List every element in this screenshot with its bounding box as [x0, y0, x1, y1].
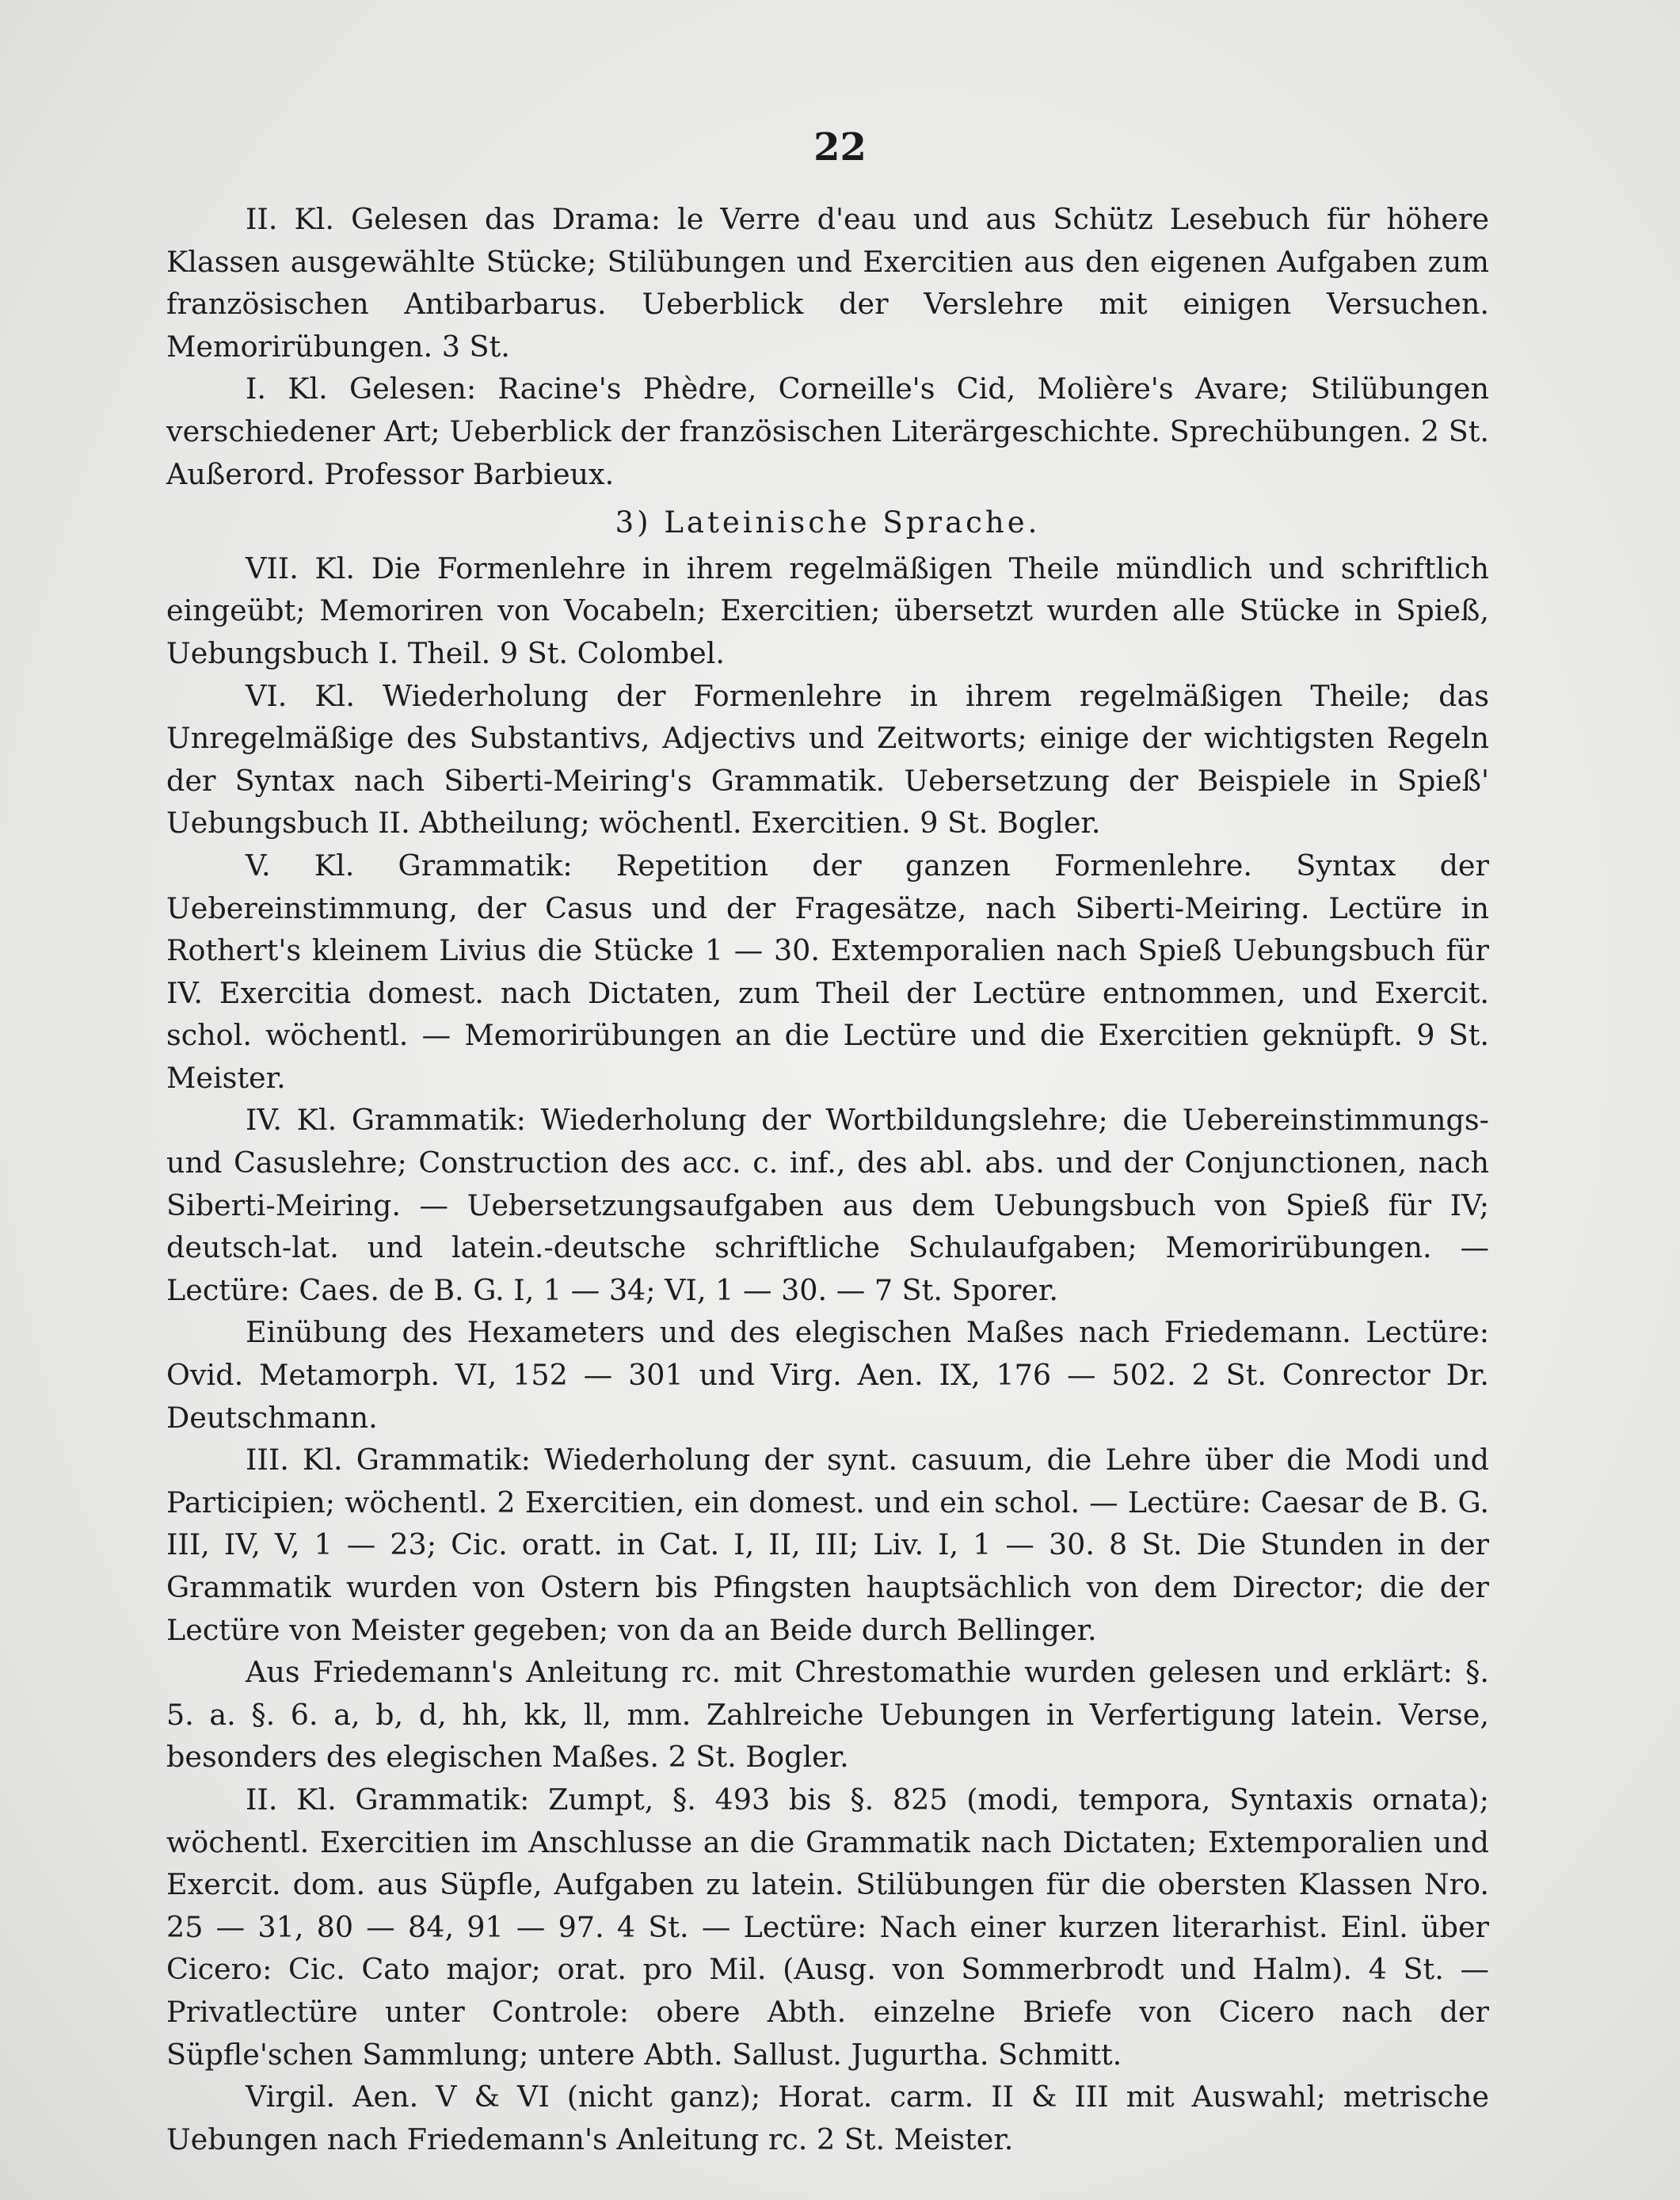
section-heading-latin: 3) Lateinische Sprache.: [615, 505, 1041, 540]
paragraph-latin-class-4: IV. Kl. Grammatik: Wiederholung der Wortbildungslehre; die Uebereinstimmungs- und Casuslehre; Construction des acc. c. inf., des abl. abs. und der Conjunctionen, nach Siberti-Meiring. — Uebersetzungsaufgaben aus dem Uebungsbuch von Spieß für IV; deutsch-lat. und latein.-deutsche schriftliche Schulaufgaben; Memorirübungen. — Lectüre: Caes. de B. G. I, 1 — 34; VI, 1 — 30. — 7 St. Sporer.: [166, 1103, 1489, 1307]
paragraph-french-class-1: I. Kl. Gelesen: Racine's Phèdre, Corneille's Cid, Molière's Avare; Stilübungen verschiedener Art; Ueberblick der französischen Literärgeschichte. Sprechübungen. 2 St. Außerord. Professor Barbieux.: [166, 372, 1489, 491]
paragraph-latin-class-4-verse: Einübung des Hexameters und des elegischen Maßes nach Friedemann. Lectüre: Ovid. Metamorph. VI, 152 — 301 und Virg. Aen. IX, 176 — 502. 2 St. Conrector Dr. Deutschmann.: [166, 1315, 1489, 1435]
paragraph-french-class-2: II. Kl. Gelesen das Drama: le Verre d'eau und aus Schütz Lesebuch für höhere Klassen ausgewählte Stücke; Stilübungen und Exercitien aus den eigenen Aufgaben zum französischen Antibarbarus. Ueberblick der Verslehre mit einigen Versuchen. Memorirübungen. 3 St.: [166, 202, 1489, 364]
paragraph-latin-class-3-verse: Aus Friedemann's Anleitung rc. mit Chrestomathie wurden gelesen und erklärt: §. 5. a. §. 6. a, b, d, hh, kk, ll, mm. Zahlreiche Uebungen in Verfertigung latein. Verse, besonders des elegischen Maßes. 2 St. Bogler.: [166, 1655, 1489, 1775]
page-number: 22: [813, 125, 867, 170]
paragraph-latin-class-6: VI. Kl. Wiederholung der Formenlehre in ihrem regelmäßigen Theile; das Unregelmäßige des Substantivs, Adjectivs und Zeitworts; einige der wichtigsten Regeln der Syntax nach Siberti-Meiring's Grammatik. Uebersetzung der Beispiele in Spieß' Uebungsbuch II. Abtheilung; wöchentl. Exercitien. 9 St. Bogler.: [166, 678, 1489, 841]
paragraph-latin-class-7: VII. Kl. Die Formenlehre in ihrem regelmäßigen Theile mündlich und schriftlich eingeübt; Memoriren von Vocabeln; Exercitien; übersetzt wurden alle Stücke in Spieß, Uebungsbuch I. Theil. 9 St. Colombel.: [166, 551, 1489, 670]
paragraph-latin-class-2-verse: Virgil. Aen. V & VI (nicht ganz); Horat. carm. II & III mit Auswahl; metrische Uebungen nach Friedemann's Anleitung rc. 2 St. Meister.: [166, 2080, 1489, 2156]
paragraph-latin-class-2: II. Kl. Grammatik: Zumpt, §. 493 bis §. 825 (modi, tempora, Syntaxis ornata); wöchentl. Exercitien im Anschlusse an die Grammatik nach Dictaten; Extemporalien und Exercit. dom. aus Süpfle, Aufgaben zu latein. Stilübungen für die obersten Klassen Nro. 25 — 31, 80 — 84, 91 — 97. 4 St. — Lectüre: Nach einer kurzen literarhist. Einl. über Cicero: Cic. Cato major; orat. pro Mil. (Ausg. von Sommerbrodt und Halm). 4 St. — Privatlectüre unter Controle: obere Abth. einzelne Briefe von Cicero nach der Süpfle'schen Sammlung; untere Abth. Sallust. Jugurtha. Schmitt.: [166, 1782, 1489, 2072]
body-text: [166, 198, 1489, 2160]
paragraph-latin-class-3: III. Kl. Grammatik: Wiederholung der synt. casuum, die Lehre über die Modi und Participien; wöchentl. 2 Exercitien, ein domest. und ein schol. — Lectüre: Caesar de B. G. III, IV, V, 1 — 23; Cic. oratt. in Cat. I, II, III; Liv. I, 1 — 30. 8 St. Die Stunden in der Grammatik wurden von Ostern bis Pfingsten hauptsächlich von dem Director; die der Lectüre von Meister gegeben; von da an Beide durch Bellinger.: [166, 1443, 1489, 1647]
paragraph-latin-class-5: V. Kl. Grammatik: Repetition der ganzen Formenlehre. Syntax der Uebereinstimmung, der Casus und der Fragesätze, nach Siberti-Meiring. Lectüre in Rothert's kleinem Livius die Stücke 1 — 30. Extemporalien nach Spieß Uebungsbuch für IV. Exercitia domest. nach Dictaten, zum Theil der Lectüre entnommen, und Exercit. schol. wöchentl. — Memorirübungen an die Lectüre und die Exercitien geknüpft. 9 St. Meister.: [166, 848, 1489, 1095]
